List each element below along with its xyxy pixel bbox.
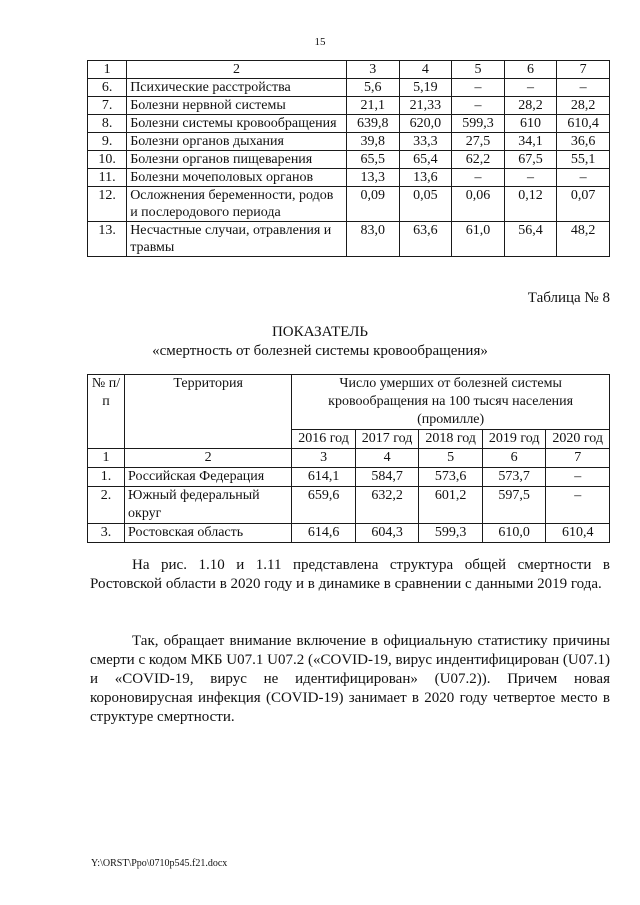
value-cell: 28,2 <box>557 97 610 115</box>
value-cell: – <box>452 169 505 187</box>
value-cell: 63,6 <box>399 222 452 257</box>
index-cell: 2 <box>125 449 292 468</box>
row-number: 8. <box>88 115 127 133</box>
row-number: 6. <box>88 79 127 97</box>
value-cell: 599,3 <box>452 115 505 133</box>
value-cell: – <box>546 487 610 524</box>
value-cell: 0,09 <box>346 187 399 222</box>
value-cell: 62,2 <box>452 151 505 169</box>
value-cell: 56,4 <box>504 222 557 257</box>
row-number: 2. <box>88 487 125 524</box>
cause-name: Болезни нервной системы <box>127 97 347 115</box>
row-number: 10. <box>88 151 127 169</box>
row-number: 11. <box>88 169 127 187</box>
table-row <box>88 151 610 169</box>
index-cell: 7 <box>546 449 610 468</box>
cause-name: Несчастные случаи, отравления и травмы <box>127 222 347 257</box>
value-cell: 5,6 <box>346 79 399 97</box>
paragraph-text: Так, обращает внимание включение в официальную статистику причины смерти с кодом МКБ U07.1 U07.2 («COVID-19, вирус индентифицирован (U07.1) и «COVID-19, вирус не идентифицирован» (U07.2)). Причем новая короновирусная инфекция (COVID-19) занимает в 2020 году четвертое место в структуре смертности. <box>90 633 610 725</box>
cause-name: Психические расстройства <box>127 79 347 97</box>
table-row <box>88 524 610 543</box>
table-row <box>88 115 610 133</box>
value-cell: 614,6 <box>292 524 356 543</box>
index-cell: 6 <box>482 449 546 468</box>
value-cell: 573,6 <box>419 468 483 487</box>
value-cell: – <box>546 468 610 487</box>
value-cell: 604,3 <box>355 524 419 543</box>
index-cell: 5 <box>419 449 483 468</box>
value-cell: 601,2 <box>419 487 483 524</box>
mortality-causes-table <box>87 60 610 257</box>
row-number: 7. <box>88 97 127 115</box>
value-cell: 67,5 <box>504 151 557 169</box>
row-number: 13. <box>88 222 127 257</box>
value-cell: 0,12 <box>504 187 557 222</box>
cause-name: Осложнения беременности, родов и послеродового периода <box>127 187 347 222</box>
territory-name: Российская Федерация <box>125 468 292 487</box>
table-row <box>88 468 610 487</box>
row-number: 9. <box>88 133 127 151</box>
value-cell: – <box>452 97 505 115</box>
table-row <box>88 222 610 257</box>
paragraph-text: На рис. 1.10 и 1.11 представлена структура общей смертности в Ростовской области в 2020 году и в динамике в сравнении с данными 2019 года. <box>90 557 610 592</box>
table-row <box>88 169 610 187</box>
header-cell: 5 <box>452 61 505 79</box>
value-cell: 36,6 <box>557 133 610 151</box>
table-row <box>88 187 610 222</box>
value-cell: 0,06 <box>452 187 505 222</box>
value-cell: 61,0 <box>452 222 505 257</box>
value-cell: 39,8 <box>346 133 399 151</box>
year-header: 2016 год <box>292 430 356 449</box>
value-cell: 610,4 <box>557 115 610 133</box>
value-cell: 5,19 <box>399 79 452 97</box>
circulatory-mortality-table <box>87 374 610 543</box>
value-cell: 610,0 <box>482 524 546 543</box>
territory-name: Южный федеральный округ <box>125 487 292 524</box>
value-cell: 28,2 <box>504 97 557 115</box>
col-number-header: № п/п <box>88 375 125 449</box>
year-header: 2018 год <box>419 430 483 449</box>
value-cell: – <box>504 79 557 97</box>
table-header-row <box>88 61 610 79</box>
paragraph-covid <box>90 632 610 727</box>
value-cell: 599,3 <box>419 524 483 543</box>
value-cell: 614,1 <box>292 468 356 487</box>
cause-name: Болезни мочеполовых органов <box>127 169 347 187</box>
territory-name: Ростовская область <box>125 524 292 543</box>
value-cell: 48,2 <box>557 222 610 257</box>
value-cell: 639,8 <box>346 115 399 133</box>
value-cell: 0,07 <box>557 187 610 222</box>
value-cell: 21,33 <box>399 97 452 115</box>
table-subtitle: «смертность от болезней системы кровообращения» <box>152 343 488 359</box>
page-number: 15 <box>314 36 326 48</box>
index-cell: 4 <box>355 449 419 468</box>
value-cell: – <box>557 79 610 97</box>
file-path-footer: Y:\ORST\Ppo\0710p545.f21.docx <box>91 858 228 869</box>
col-territory-header: Территория <box>125 375 292 449</box>
cause-name: Болезни системы кровообращения <box>127 115 347 133</box>
table-title: ПОКАЗАТЕЛЬ <box>271 324 369 340</box>
value-cell: 21,1 <box>346 97 399 115</box>
value-cell: 659,6 <box>292 487 356 524</box>
year-header: 2019 год <box>482 430 546 449</box>
cause-name: Болезни органов пищеварения <box>127 151 347 169</box>
paragraph-structure <box>90 556 610 594</box>
value-cell: 0,05 <box>399 187 452 222</box>
value-cell: 34,1 <box>504 133 557 151</box>
year-header: 2017 год <box>355 430 419 449</box>
value-cell: 65,4 <box>399 151 452 169</box>
value-cell: 620,0 <box>399 115 452 133</box>
value-cell: 83,0 <box>346 222 399 257</box>
col-group-header: Число умерших от болезней системы кровообращения на 100 тысяч населения (промилле) <box>292 375 610 430</box>
value-cell: 13,3 <box>346 169 399 187</box>
value-cell: 65,5 <box>346 151 399 169</box>
value-cell: 33,3 <box>399 133 452 151</box>
table-row <box>88 79 610 97</box>
value-cell: 584,7 <box>355 468 419 487</box>
table-index-row <box>88 449 610 468</box>
value-cell: 573,7 <box>482 468 546 487</box>
table-row <box>88 133 610 151</box>
value-cell: 55,1 <box>557 151 610 169</box>
year-header: 2020 год <box>546 430 610 449</box>
table-row <box>88 97 610 115</box>
value-cell: 610 <box>504 115 557 133</box>
row-number: 12. <box>88 187 127 222</box>
header-cell: 6 <box>504 61 557 79</box>
value-cell: 27,5 <box>452 133 505 151</box>
table-caption: Таблица № 8 <box>527 290 610 306</box>
value-cell: 610,4 <box>546 524 610 543</box>
value-cell: 13,6 <box>399 169 452 187</box>
header-cell: 2 <box>127 61 347 79</box>
row-number: 3. <box>88 524 125 543</box>
header-cell: 4 <box>399 61 452 79</box>
value-cell: 632,2 <box>355 487 419 524</box>
index-cell: 1 <box>88 449 125 468</box>
row-number: 1. <box>88 468 125 487</box>
index-cell: 3 <box>292 449 356 468</box>
table-header-row <box>88 375 610 430</box>
cause-name: Болезни органов дыхания <box>127 133 347 151</box>
value-cell: 597,5 <box>482 487 546 524</box>
header-cell: 1 <box>88 61 127 79</box>
value-cell: – <box>557 169 610 187</box>
header-cell: 3 <box>346 61 399 79</box>
value-cell: – <box>452 79 505 97</box>
table-row <box>88 487 610 524</box>
value-cell: – <box>504 169 557 187</box>
header-cell: 7 <box>557 61 610 79</box>
